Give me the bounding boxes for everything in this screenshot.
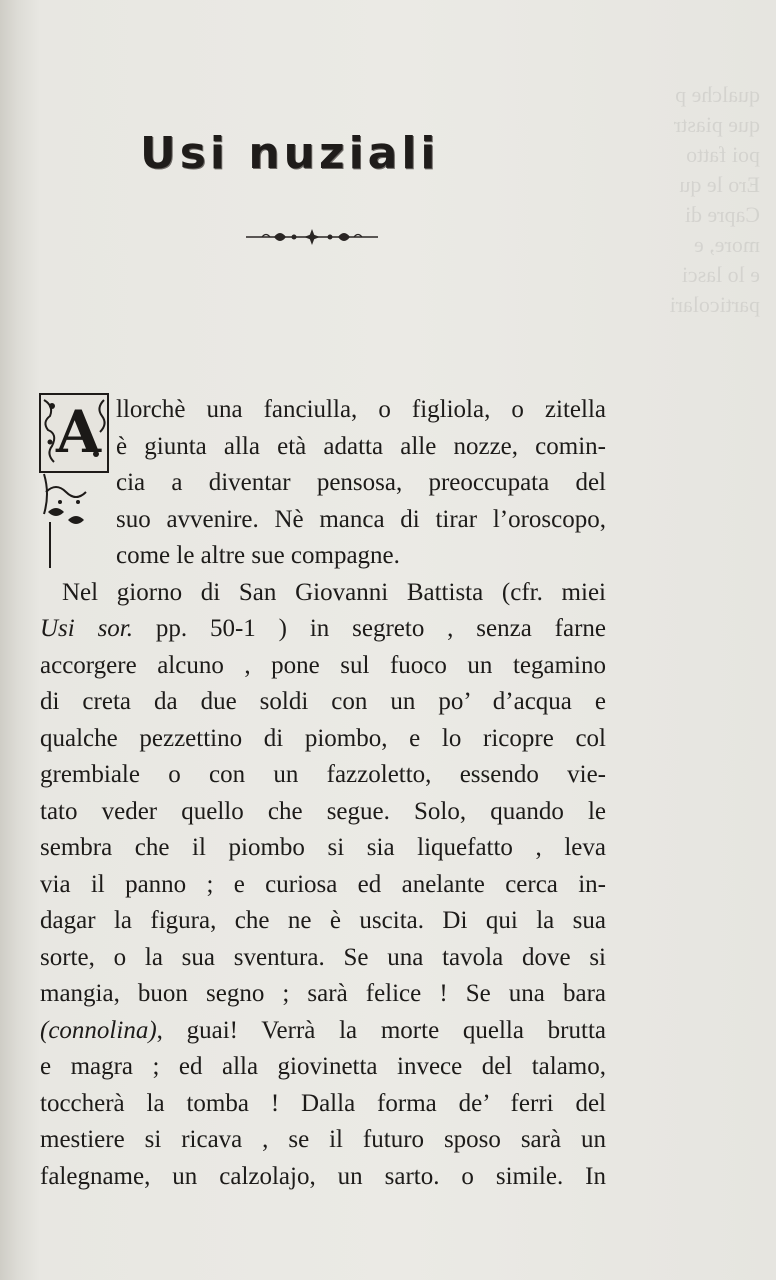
italic-reference: Usi sor. [40, 615, 134, 642]
text-line: tato veder quello che segue. Solo, quando le [40, 797, 606, 825]
text-line: mestiere si ricava , se il futuro sposo sarà un [40, 1126, 606, 1153]
text-line: mangia, buon segno ; sarà felice ! Se una bara [40, 980, 606, 1007]
show-through-line: particolari [669, 292, 760, 317]
show-through-line: que piastr [673, 112, 760, 137]
text-fragment: pp. 50-1 ) in segreto , senza farne [133, 615, 606, 642]
floral-ornament-icon [244, 226, 380, 248]
show-through-text [560, 80, 760, 410]
text-line: di creta da due soldi con un po’ d’acqua e [40, 688, 606, 715]
text-line: come le altre sue compagne. [116, 542, 400, 569]
dropcap-letter: A [56, 398, 102, 466]
text-line [40, 611, 606, 648]
text-line: suo avvenire. Nè manca di tirar l’oroscopo, [116, 505, 606, 533]
text-line: e magra ; ed alla giovinetta invece del talamo, [40, 1053, 606, 1080]
show-through-line: qualche p [675, 82, 760, 107]
body-text [40, 392, 606, 1195]
show-through-line: Ero le qu [679, 172, 760, 197]
text-line: grembiale o con un fazzoletto, essendo vie- [40, 761, 606, 788]
show-through-line: e lo lasci [681, 262, 760, 287]
text-line: falegname, un calzolajo, un sarto. o simile. In [40, 1162, 606, 1190]
text-line: sembra che il piombo si sia liquefatto , leva [40, 834, 606, 861]
text-fragment: , guai! Verrà la morte quella brutta [156, 1016, 606, 1044]
italic-word: (connolina) [40, 1016, 157, 1044]
text-line: via il panno ; e curiosa ed anelante cerca in- [40, 870, 606, 898]
text-line: cia a diventar pensosa, preoccupata del [116, 469, 606, 496]
text-line: qualche pezzettino di piombo, e lo ricopre col [40, 724, 606, 752]
show-through-line: poi fatto [686, 142, 760, 167]
text-line: dagar la figura, che ne è uscita. Di qui la sua [40, 907, 606, 934]
text-line: sorte, o la sua sventura. Se una tavola dove si [40, 943, 606, 971]
text-line: è giunta alla età adatta alle nozze, comin- [116, 432, 606, 460]
text-line: accorgere alcuno , pone sul fuoco un tegamino [40, 651, 606, 679]
show-through-line: Capre di [684, 202, 760, 227]
text-line: Nel giorno di San Giovanni Battista (cfr. miei [62, 578, 606, 606]
text-line [40, 1013, 606, 1050]
chapter-title: Usi nuziali [140, 128, 440, 179]
text-line: toccherà la tomba ! Dalla forma de’ ferri del [40, 1089, 606, 1117]
show-through-line: more, e [694, 232, 760, 257]
text-line: llorchè una fanciulla, o figliola, o zitella [116, 396, 606, 423]
